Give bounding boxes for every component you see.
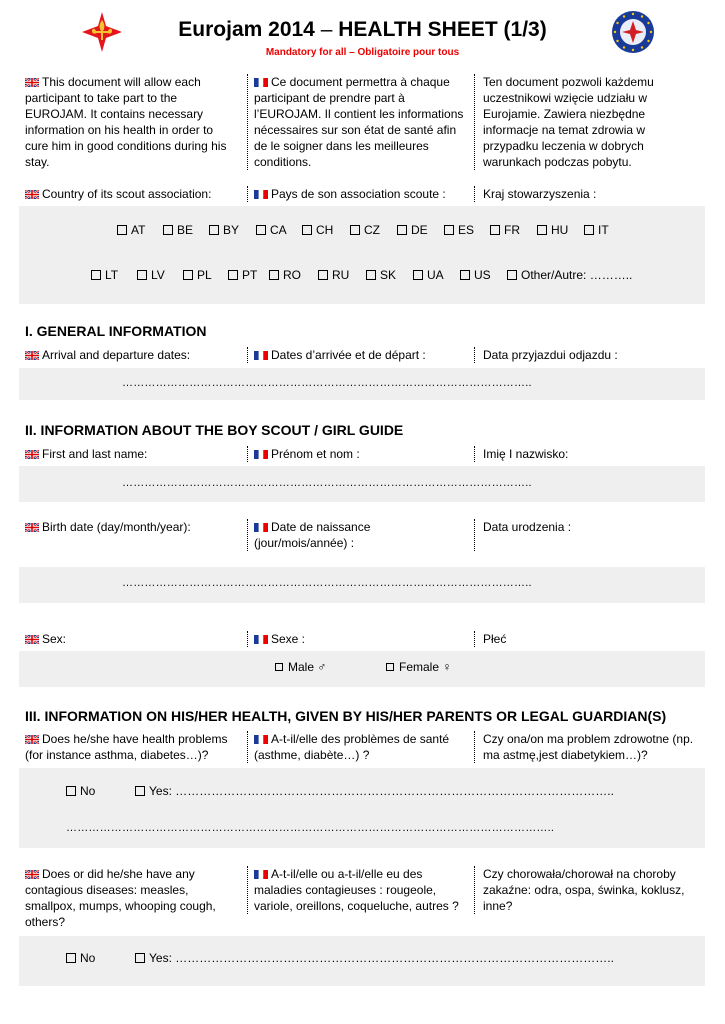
intro-en: This document will allow each participant to take part to the EUROJAM. It contains necessary information on his health in order to cure him in good conditions during his stay. [25, 75, 227, 169]
country-option-ca[interactable]: CA [256, 223, 287, 237]
sex-label-fr: Sexe : [254, 631, 472, 647]
q1-label-fr: A-t-il/elle des problèmes de santé (asthme, diabète…) ? [254, 732, 450, 762]
column-divider [247, 866, 248, 914]
column-divider [474, 631, 475, 647]
page-subtitle: Mandatory for all – Obligatoire pour tous [265, 47, 460, 58]
country-option-pt[interactable]: PT [228, 268, 257, 282]
country-option-hu[interactable]: HU [537, 223, 568, 237]
checkbox-icon[interactable] [135, 786, 145, 796]
checkbox-icon[interactable] [507, 270, 517, 280]
q1-label-pl: Czy ona/on ma problem zdrowotne (np. ma astmę,jest diabetykiem…)? [483, 732, 694, 762]
country-option-pl[interactable]: PL [183, 268, 212, 282]
dates-label-en: Arrival and departure dates: [25, 347, 237, 363]
checkbox-icon[interactable] [444, 225, 454, 235]
checkbox-icon[interactable] [228, 270, 238, 280]
country-option-cz[interactable]: CZ [350, 223, 380, 237]
sex-label-en: Sex: [25, 631, 237, 647]
q2-label-pl: Czy chorowała/chorował na choroby zakaźne: odra, ospa, świnka, koklusz, inne? [483, 867, 685, 913]
checkbox-icon[interactable] [366, 270, 376, 280]
checkbox-icon[interactable] [137, 270, 147, 280]
checkbox-icon[interactable] [275, 663, 283, 671]
uk-flag-icon [25, 348, 39, 357]
q1-option-no[interactable]: No [66, 784, 95, 798]
fr-flag-icon [254, 348, 268, 357]
birth-label-fr: Date de naissance (jour/mois/année) : [254, 520, 371, 550]
sex-label-pl: Płeć [483, 632, 507, 646]
checkbox-icon[interactable] [66, 953, 76, 963]
page-title [0, 18, 725, 42]
country-label-fr: Pays de son association scoute : [254, 186, 472, 202]
fr-flag-icon [254, 867, 268, 876]
section-health-heading: III. INFORMATION ON HIS/HER HEALTH, GIVEN BY HIS/HER PARENTS OR LEGAL GUARDIAN(S) [25, 708, 667, 724]
country-option-es[interactable]: ES [444, 223, 474, 237]
fr-flag-icon [254, 187, 268, 196]
q1-label-en: Does he/she have health problems (for instance asthma, diabetes…)? [25, 732, 228, 762]
q1-answer-band [19, 768, 705, 848]
country-options-band [19, 206, 705, 304]
name-value: ……………………………………………………………………………………………….. [122, 477, 532, 489]
sex-option-female[interactable]: Female ♀ [386, 660, 451, 674]
checkbox-icon[interactable] [537, 225, 547, 235]
checkbox-icon[interactable] [135, 953, 145, 963]
intro-pl: Ten document pozwoli każdemu uczestnikowi wzięcie udziału w Eurojamie. Zawiera niezbędne informacje na temat zdrowia w przypadku leczenia w dobrych warunkach podczas pobytu. [483, 75, 654, 169]
uk-flag-icon [25, 732, 39, 741]
checkbox-icon[interactable] [269, 270, 279, 280]
q1-details-line[interactable]: ………………………………………………………………………………………………………………….. [66, 822, 555, 834]
country-option-by[interactable]: BY [209, 223, 239, 237]
q2-option-yes[interactable]: Yes: ……………………………………………………………………………………………….. [135, 951, 614, 965]
country-option-us[interactable]: US [460, 268, 491, 282]
uk-flag-icon [25, 75, 39, 84]
q2-label-en: Does or did he/she have any contagious diseases: measles, smallpox, mumps, whooping cough, others? [25, 867, 216, 929]
checkbox-icon[interactable] [66, 786, 76, 796]
checkbox-icon[interactable] [117, 225, 127, 235]
country-option-de[interactable]: DE [397, 223, 428, 237]
section-general-heading: I. GENERAL INFORMATION [25, 323, 207, 339]
uk-flag-icon [25, 447, 39, 456]
column-divider [247, 74, 248, 170]
checkbox-icon[interactable] [350, 225, 360, 235]
name-label-pl: Imię I nazwisko: [483, 447, 569, 461]
country-option-other[interactable]: Other/Autre: ……….. [507, 268, 632, 282]
column-divider [474, 347, 475, 363]
title-dash: – [320, 18, 333, 41]
checkbox-icon[interactable] [209, 225, 219, 235]
birth-label-pl: Data urodzenia : [483, 520, 572, 534]
sex-options-band [19, 651, 705, 687]
title-main: Eurojam 2014 [178, 18, 315, 41]
checkbox-icon[interactable] [386, 663, 394, 671]
checkbox-icon[interactable] [163, 225, 173, 235]
country-option-ch[interactable]: CH [302, 223, 333, 237]
column-divider [247, 631, 248, 647]
column-divider [247, 519, 248, 551]
fr-flag-icon [254, 447, 268, 456]
column-divider [474, 731, 475, 763]
country-option-ru[interactable]: RU [318, 268, 349, 282]
title-rest: HEALTH SHEET (1/3) [338, 18, 547, 41]
checkbox-icon[interactable] [256, 225, 266, 235]
uk-flag-icon [25, 632, 39, 641]
sex-option-male[interactable]: Male ♂ [275, 660, 326, 674]
column-divider [474, 186, 475, 202]
country-option-sk[interactable]: SK [366, 268, 396, 282]
fr-flag-icon [254, 732, 268, 741]
checkbox-icon[interactable] [318, 270, 328, 280]
dates-label-pl: Data przyjazdui odjazdu : [483, 348, 618, 362]
uk-flag-icon [25, 867, 39, 876]
country-label-en: Country of its scout association: [25, 186, 237, 202]
birth-label-en: Birth date (day/month/year): [25, 519, 237, 535]
checkbox-icon[interactable] [584, 225, 594, 235]
column-divider [247, 347, 248, 363]
column-divider [247, 186, 248, 202]
checkbox-icon[interactable] [183, 270, 193, 280]
column-divider [474, 446, 475, 462]
checkbox-icon[interactable] [413, 270, 423, 280]
fr-flag-icon [254, 520, 268, 529]
column-divider [474, 519, 475, 551]
country-option-be[interactable]: BE [163, 223, 193, 237]
country-option-ua[interactable]: UA [413, 268, 444, 282]
country-label-pl: Kraj stowarzyszenia : [483, 187, 597, 201]
q1-option-yes[interactable]: Yes: ……………………………………………………………………………………………….. [135, 784, 614, 798]
dates-value: ……………………………………………………………………………………………….. [122, 377, 532, 389]
checkbox-icon[interactable] [460, 270, 470, 280]
intro-fr: Ce document permettra à chaque participant de prendre part à l’EUROJAM. Il contient les informations nécessaires sur son état de santé afin de le soigner dans les meilleures conditions. [254, 75, 464, 169]
column-divider [247, 731, 248, 763]
name-label-en: First and last name: [25, 446, 237, 462]
country-option-lt[interactable]: LT [91, 268, 118, 282]
checkbox-icon[interactable] [91, 270, 101, 280]
column-divider [474, 866, 475, 914]
country-option-lv[interactable]: LV [137, 268, 165, 282]
dates-label-fr: Dates d’arrivée et de départ : [254, 347, 472, 363]
column-divider [247, 446, 248, 462]
fr-flag-icon [254, 632, 268, 641]
checkbox-icon[interactable] [490, 225, 500, 235]
checkbox-icon[interactable] [397, 225, 407, 235]
column-divider [474, 74, 475, 170]
birth-value: ……………………………………………………………………………………………….. [122, 577, 532, 589]
uk-flag-icon [25, 520, 39, 529]
country-option-it[interactable]: IT [584, 223, 609, 237]
section-scout-heading: II. INFORMATION ABOUT THE BOY SCOUT / GIRL GUIDE [25, 422, 404, 438]
fr-flag-icon [254, 75, 268, 84]
q2-label-fr: A-t-il/elle ou a-t-il/elle eu des maladies contagieuses : rougeole, variole, oreillons, coqueluche, autres ? [254, 867, 459, 913]
country-option-fr[interactable]: FR [490, 223, 520, 237]
q2-option-no[interactable]: No [66, 951, 95, 965]
country-option-ro[interactable]: RO [269, 268, 301, 282]
uk-flag-icon [25, 187, 39, 196]
checkbox-icon[interactable] [302, 225, 312, 235]
country-option-at[interactable]: AT [117, 223, 145, 237]
name-label-fr: Prénom et nom : [254, 446, 472, 462]
